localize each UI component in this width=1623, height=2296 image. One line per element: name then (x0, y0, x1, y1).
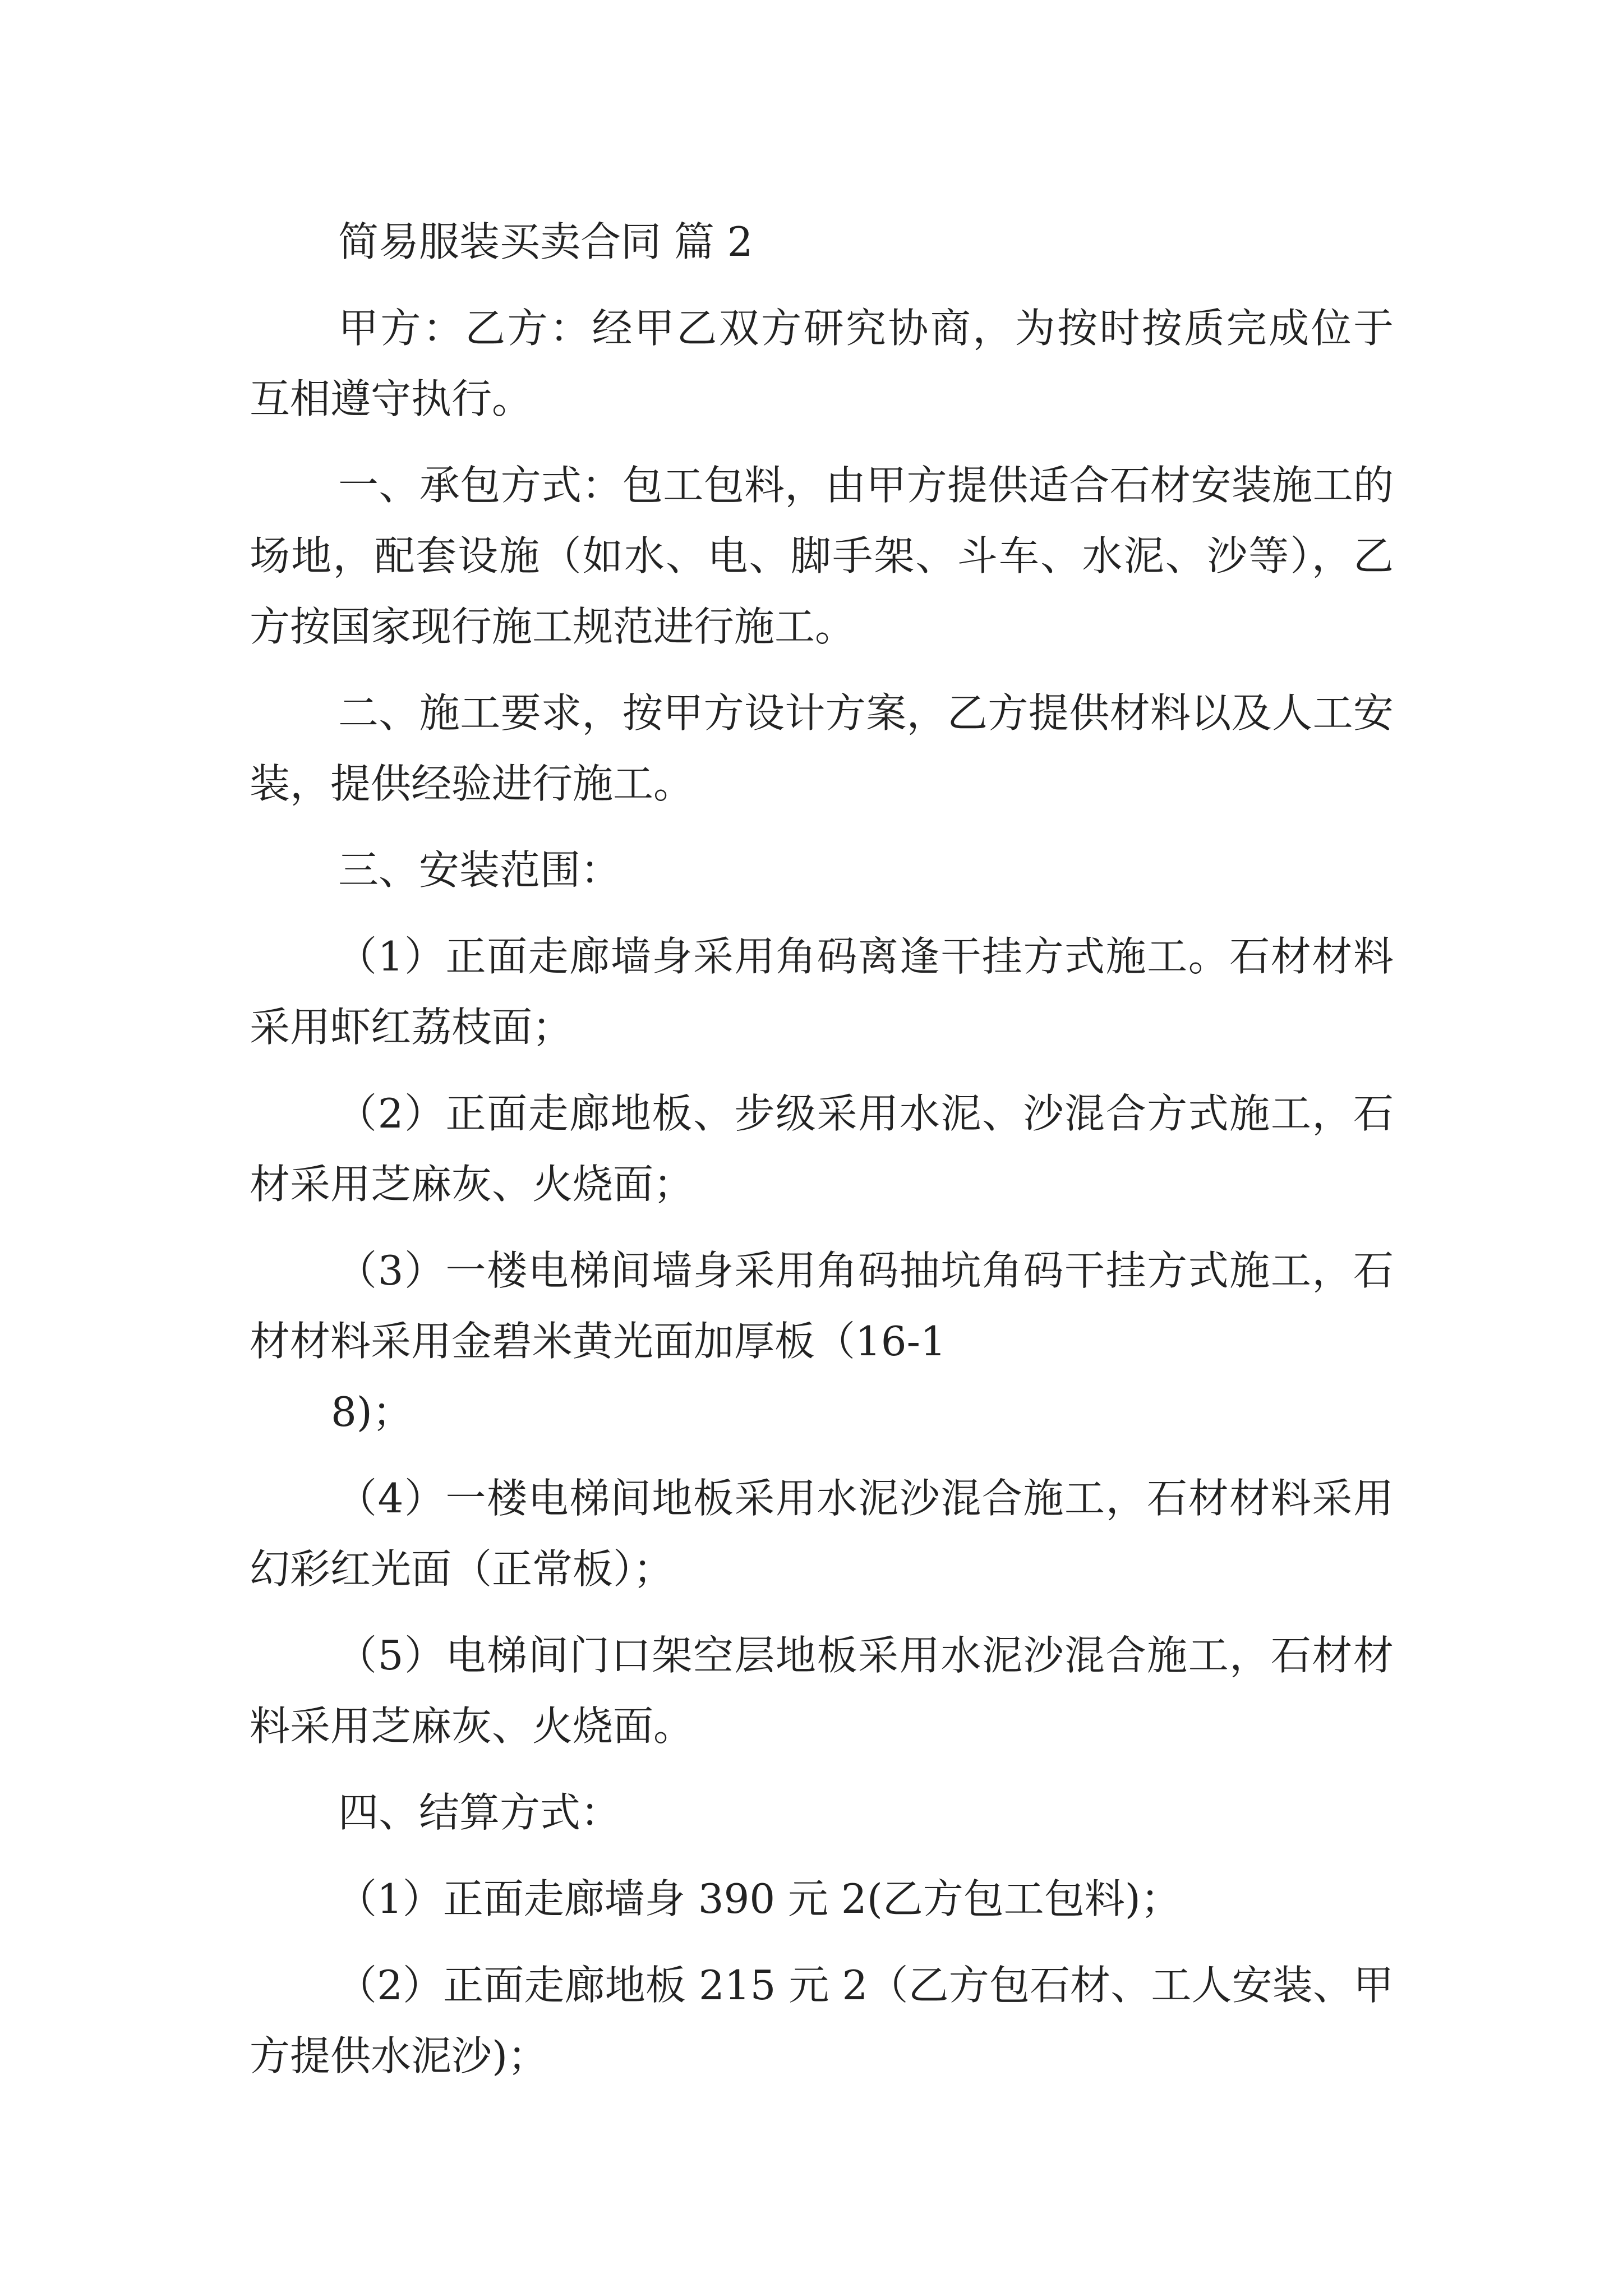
paragraph-settlement-item-2: （2）正面走廊地板 215 元 2（乙方包石材、工人安装、甲方提供水泥沙)； (250, 1962, 1394, 2079)
paragraph-scope-item-5: （5）电梯间门口架空层地板采用水泥沙混合施工，石材材料采用芝麻灰、火烧面。 (250, 1632, 1394, 1750)
paragraph-parties: 甲方：乙方：经甲乙双方研究协商，为按时按质完成位于 互相遵守执行。 (250, 305, 1407, 422)
paragraph-settlement-heading: 四、结算方式： (338, 1789, 621, 1836)
paragraph-scope-item-3: （3）一楼电梯间墙身采用角码抽坑角码干挂方式施工，石材材料采用金碧米黄光面加厚板（16-1 (250, 1247, 1394, 1365)
paragraph-scope-item-4: （4）一楼电梯间地板采用水泥沙混合施工，石材材料采用幻彩红光面（正常板）； (250, 1475, 1394, 1593)
paragraph-scope-heading: 三、安装范围： (338, 846, 621, 894)
paragraph-settlement-item-1: （1）正面走廊墙身 390 元 2(乙方包工包料)； (336, 1875, 1181, 1922)
paragraph-contract-method: 一、承包方式：包工包料，由甲方提供适合石材安装施工的场地，配套设施（如水、电、脚手架、斗车、水泥、沙等），乙方按国家现行施工规范进行施工。 (250, 462, 1394, 650)
paragraph-scope-item-3-continued: 8)； (331, 1388, 413, 1435)
document-title: 简易服装买卖合同 篇 2 (338, 218, 753, 265)
document-body (250, 206, 1407, 2091)
paragraph-scope-item-2: （2）正面走廊地板、步级采用水泥、沙混合方式施工，石材采用芝麻灰、火烧面； (250, 1090, 1394, 1208)
paragraph-scope-item-1: （1）正面走廊墙身采用角码离逢干挂方式施工。石材材料采用虾红荔枝面； (250, 933, 1394, 1051)
paragraph-construction-requirements: 二、施工要求，按甲方设计方案，乙方提供材料以及人工安装，提供经验进行施工。 (250, 689, 1394, 807)
